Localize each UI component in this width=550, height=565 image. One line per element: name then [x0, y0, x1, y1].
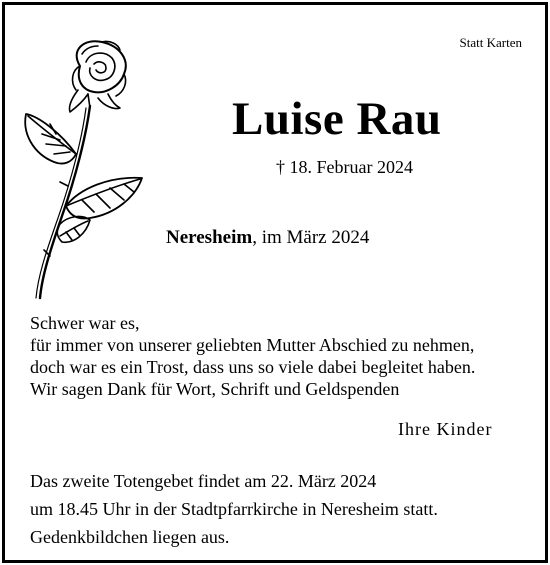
message-line: Schwer war es,: [30, 313, 140, 333]
header-note: Statt Karten: [459, 35, 522, 50]
service-line: um 18.45 Uhr in der Stadtpfarrkirche in Neresheim statt.: [30, 499, 438, 519]
thank-you-message: [30, 312, 475, 400]
message-line: Wir sagen Dank für Wort, Schrift und Geldspenden: [30, 379, 400, 399]
place-date-line: [166, 227, 369, 249]
rose-illustration-icon: [20, 36, 150, 300]
deceased-name: Luise Rau: [232, 93, 442, 145]
message-line: für immer von unserer geliebten Mutter Abschied zu nehmen,: [30, 335, 475, 355]
death-date: † 18. Februar 2024: [276, 157, 413, 177]
signature: Ihre Kinder: [398, 419, 493, 439]
message-line: doch war es ein Trost, dass uns so viele dabei begleitet haben.: [30, 357, 476, 377]
service-info: [30, 467, 438, 551]
date-line-rest: , im März 2024: [252, 227, 370, 248]
place-name: Neresheim: [166, 227, 253, 248]
service-line: Das zweite Totengebet findet am 22. März 2024: [30, 471, 377, 491]
service-line: Gedenkbildchen liegen aus.: [30, 527, 230, 547]
